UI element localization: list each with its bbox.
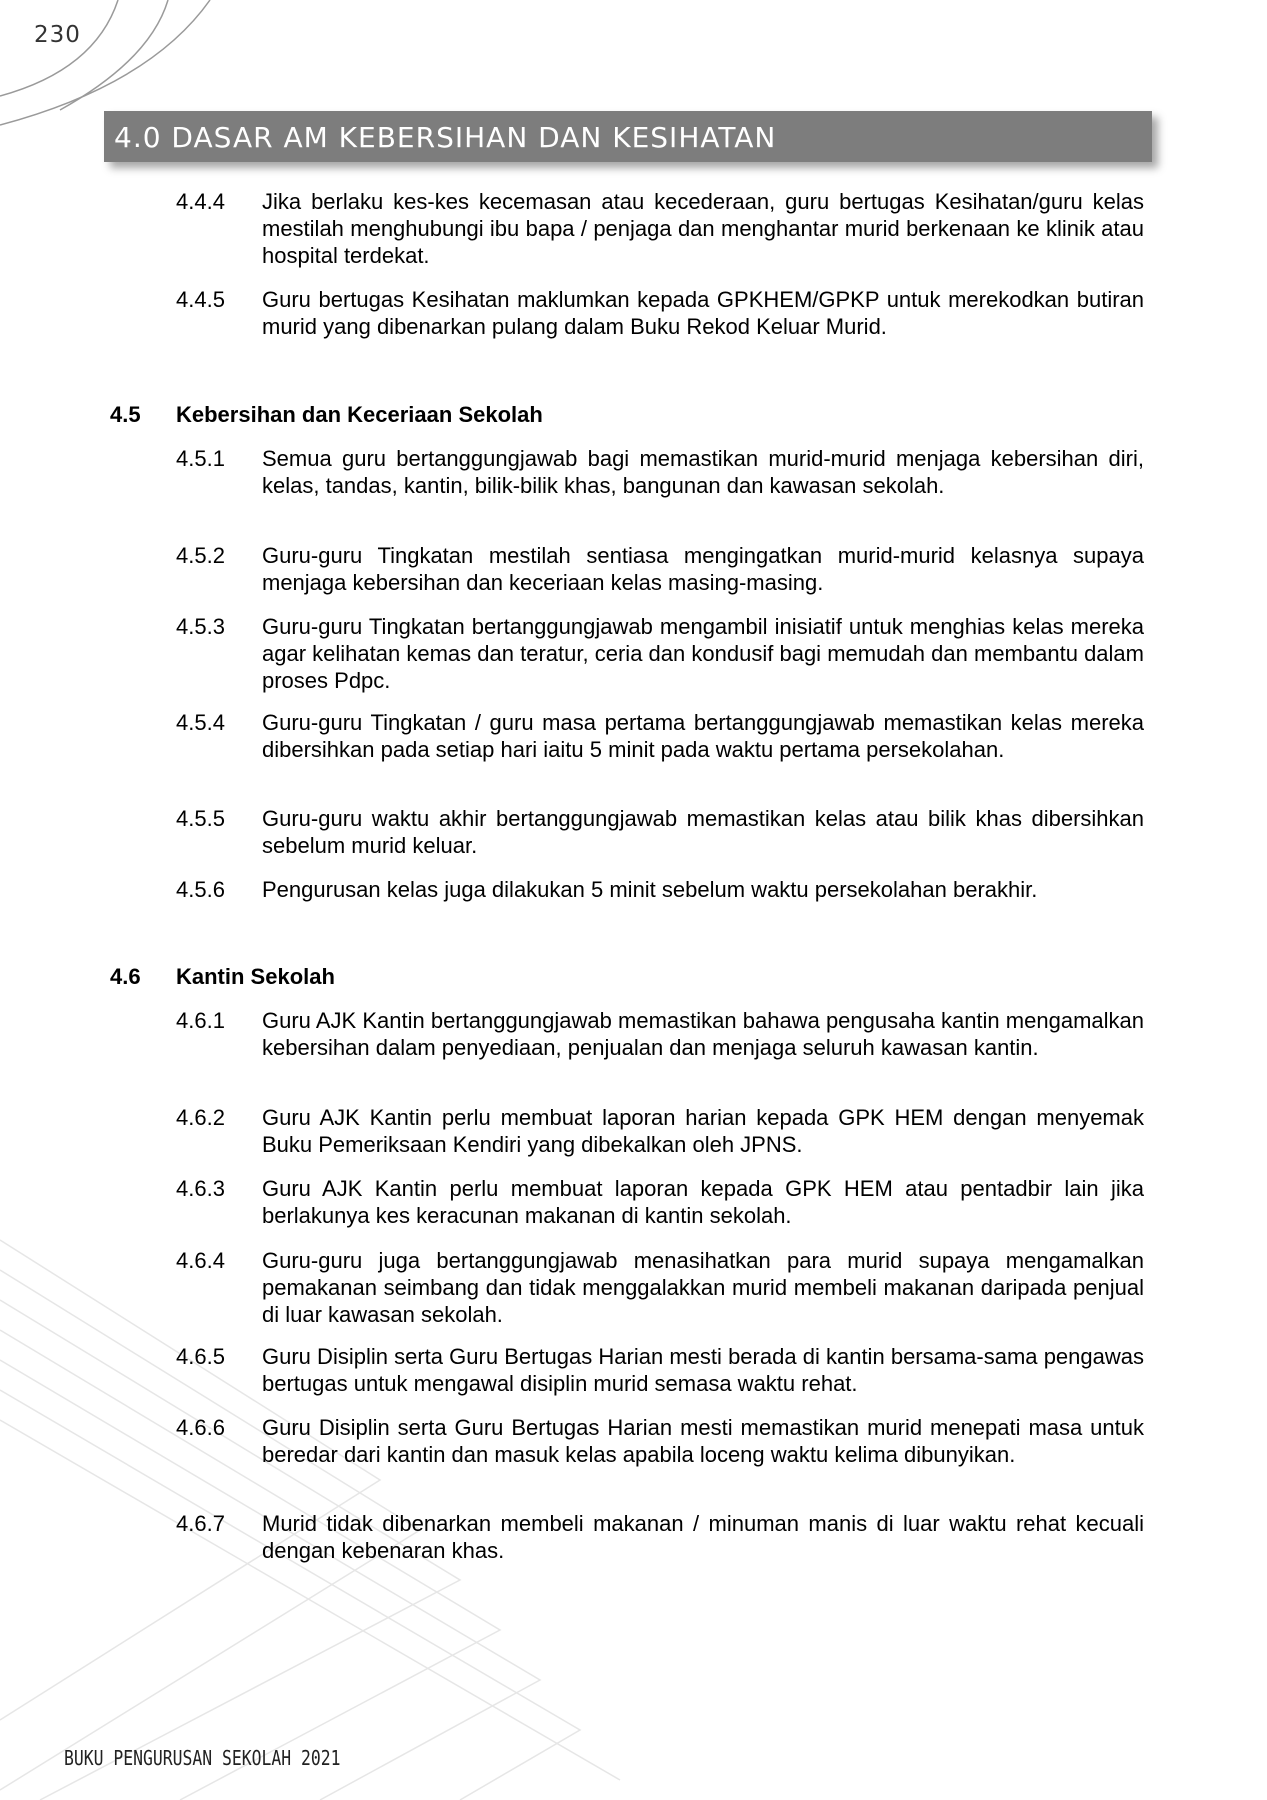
item-text: Guru-guru Tingkatan / guru masa pertama bertanggungjawab memastikan kelas mereka dibersihkan pada setiap hari iaitu 5 minit pada waktu pertama persekolahan. <box>262 710 1144 762</box>
item-text: Guru Disiplin serta Guru Bertugas Harian mesti memastikan murid menepati masa untuk beredar dari kantin dan masuk kelas apabila loceng waktu kelima dibunyikan. <box>262 1415 1144 1467</box>
item-text: Murid tidak dibenarkan membeli makanan / minuman manis di luar waktu rehat kecuali dengan kebenaran khas. <box>262 1511 1144 1563</box>
item-number: 4.6.4 <box>176 1248 225 1273</box>
item-text: Jika berlaku kes-kes kecemasan atau kecederaan, guru bertugas Kesihatan/guru kelas mestilah menghubungi ibu bapa / penjaga dan menghantar murid berkenaan ke klinik atau hospital terdekat. <box>262 189 1144 268</box>
section-title: Kantin Sekolah <box>176 964 335 989</box>
item-text: Guru-guru Tingkatan bertanggungjawab mengambil inisiatif untuk menghias kelas mereka agar kelihatan kemas dan teratur, ceria dan kondusif bagi memudah dan membantu dalam proses Pdpc. <box>262 614 1144 693</box>
item-number: 4.6.7 <box>176 1511 225 1536</box>
item-text: Guru-guru Tingkatan mestilah sentiasa mengingatkan murid-murid kelasnya supaya menjaga kebersihan dan keceriaan kelas masing-masing. <box>262 543 1144 595</box>
item-number: 4.4.5 <box>176 287 225 312</box>
item-number: 4.6.1 <box>176 1008 225 1033</box>
item-number: 4.4.4 <box>176 189 225 214</box>
item-number: 4.5.5 <box>176 806 225 831</box>
item-text: Guru bertugas Kesihatan maklumkan kepada GPKHEM/GPKP untuk merekodkan butiran murid yang dibenarkan pulang dalam Buku Rekod Keluar Murid. <box>262 287 1144 339</box>
page-number: 230 <box>34 22 81 48</box>
section-header-title: 4.0 DASAR AM KEBERSIHAN DAN KESIHATAN <box>114 121 777 154</box>
item-number: 4.5.2 <box>176 543 225 568</box>
item-text: Guru-guru waktu akhir bertanggungjawab memastikan kelas atau bilik khas dibersihkan sebelum murid keluar. <box>262 806 1144 858</box>
section-title: Kebersihan dan Keceriaan Sekolah <box>176 402 543 427</box>
item-text: Semua guru bertanggungjawab bagi memastikan murid-murid menjaga kebersihan diri, kelas, tandas, kantin, bilik-bilik khas, bangunan dan kawasan sekolah. <box>262 446 1144 498</box>
item-number: 4.6.3 <box>176 1176 225 1201</box>
item-number: 4.5.4 <box>176 710 225 735</box>
section-number: 4.5 <box>110 402 141 427</box>
item-text: Guru-guru juga bertanggungjawab menasihatkan para murid supaya mengamalkan pemakanan seimbang dan tidak menggalakkan murid membeli makanan daripada penjual di luar kawasan sekolah. <box>262 1248 1144 1327</box>
item-text: Pengurusan kelas juga dilakukan 5 minit sebelum waktu persekolahan berakhir. <box>262 877 1038 902</box>
footer-book-title: BUKU PENGURUSAN SEKOLAH 2021 <box>64 1746 341 1770</box>
item-text: Guru AJK Kantin bertanggungjawab memastikan bahawa pengusaha kantin mengamalkan kebersihan dalam penyediaan, penjualan dan menjaga seluruh kawasan kantin. <box>262 1008 1144 1060</box>
item-number: 4.6.2 <box>176 1105 225 1130</box>
section-number: 4.6 <box>110 964 141 989</box>
item-number: 4.5.1 <box>176 446 225 471</box>
section-header-bar <box>104 111 1152 162</box>
item-number: 4.6.6 <box>176 1415 225 1440</box>
corner-arcs <box>0 0 210 125</box>
item-text: Guru AJK Kantin perlu membuat laporan kepada GPK HEM atau pentadbir lain jika berlakunya kes keracunan makanan di kantin sekolah. <box>262 1176 1144 1228</box>
item-number: 4.6.5 <box>176 1344 225 1369</box>
item-text: Guru AJK Kantin perlu membuat laporan harian kepada GPK HEM dengan menyemak Buku Pemeriksaan Kendiri yang dibekalkan oleh JPNS. <box>262 1105 1144 1157</box>
item-number: 4.5.3 <box>176 614 225 639</box>
item-text: Guru Disiplin serta Guru Bertugas Harian mesti berada di kantin bersama-sama pengawas bertugas untuk mengawal disiplin murid semasa waktu rehat. <box>262 1344 1144 1396</box>
item-number: 4.5.6 <box>176 877 225 902</box>
